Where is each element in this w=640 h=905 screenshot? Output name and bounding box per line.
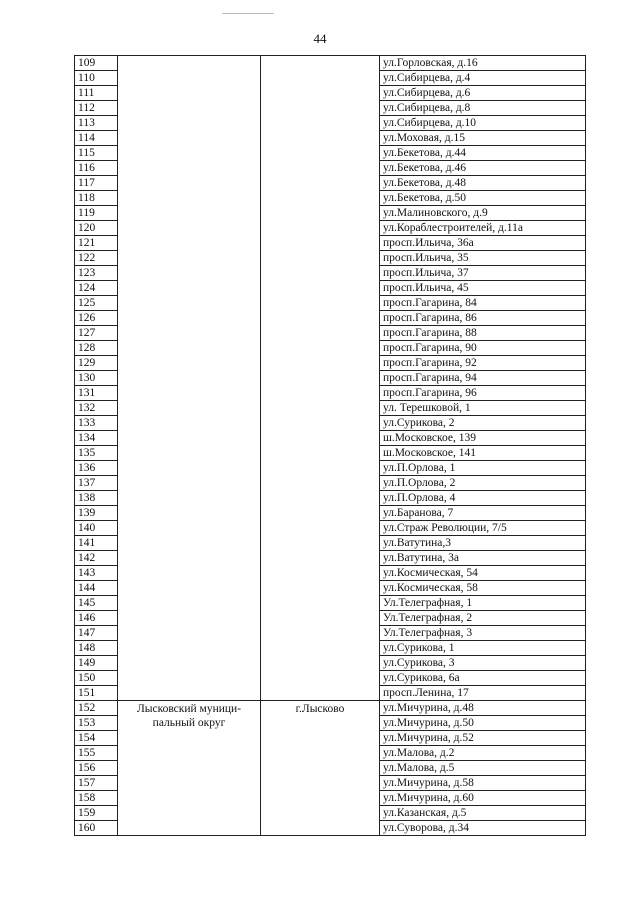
address-cell: ул.Сурикова, 6а [380, 671, 586, 686]
row-number: 133 [75, 416, 118, 431]
town-cell [261, 701, 380, 836]
address-cell: ул.Сурикова, 1 [380, 641, 586, 656]
page-number: 44 [313, 31, 327, 46]
address-cell: просп.Гагарина, 86 [380, 311, 586, 326]
row-number: 157 [75, 776, 118, 791]
address-cell: ул.Мичурина, д.58 [380, 776, 586, 791]
row-number: 151 [75, 686, 118, 701]
row-number: 156 [75, 761, 118, 776]
row-number: 117 [75, 176, 118, 191]
row-number: 122 [75, 251, 118, 266]
row-number: 147 [75, 626, 118, 641]
address-cell: ш.Московское, 139 [380, 431, 586, 446]
address-cell: просп.Гагарина, 84 [380, 296, 586, 311]
row-number: 143 [75, 566, 118, 581]
row-number: 150 [75, 671, 118, 686]
row-number: 111 [75, 86, 118, 101]
row-number: 139 [75, 506, 118, 521]
row-number: 131 [75, 386, 118, 401]
row-number: 129 [75, 356, 118, 371]
address-cell: ул.Мичурина, д.48 [380, 701, 586, 716]
row-number: 148 [75, 641, 118, 656]
scan-artifact-line [222, 13, 274, 14]
row-number: 149 [75, 656, 118, 671]
address-cell: ул.Сибирцева, д.10 [380, 116, 586, 131]
row-number: 118 [75, 191, 118, 206]
address-cell: ул.Мичурина, д.60 [380, 791, 586, 806]
row-number: 119 [75, 206, 118, 221]
address-cell: просп.Гагарина, 92 [380, 356, 586, 371]
row-number: 135 [75, 446, 118, 461]
row-number: 114 [75, 131, 118, 146]
address-cell: ул.Моховая, д.15 [380, 131, 586, 146]
address-cell: ул.Горловская, д.16 [380, 56, 586, 71]
row-number: 146 [75, 611, 118, 626]
address-table-body [75, 56, 586, 836]
address-cell: ул. Терешковой, 1 [380, 401, 586, 416]
address-cell: ул.Ватутина, 3а [380, 551, 586, 566]
row-number: 116 [75, 161, 118, 176]
row-number: 140 [75, 521, 118, 536]
address-cell: ул.П.Орлова, 1 [380, 461, 586, 476]
address-cell: ул.П.Орлова, 2 [380, 476, 586, 491]
row-number: 128 [75, 341, 118, 356]
address-cell: ул.Мичурина, д.52 [380, 731, 586, 746]
district-cell-empty [118, 56, 261, 701]
row-number: 115 [75, 146, 118, 161]
row-number: 137 [75, 476, 118, 491]
row-number: 136 [75, 461, 118, 476]
address-cell: ул.Баранова, 7 [380, 506, 586, 521]
row-number: 112 [75, 101, 118, 116]
address-cell: Ул.Телеграфная, 2 [380, 611, 586, 626]
address-cell: просп.Ильича, 36а [380, 236, 586, 251]
address-cell: ул.Бекетова, д.48 [380, 176, 586, 191]
address-cell: ул.Космическая, 58 [380, 581, 586, 596]
row-number: 138 [75, 491, 118, 506]
address-cell: просп.Гагарина, 90 [380, 341, 586, 356]
row-number: 109 [75, 56, 118, 71]
address-cell: ш.Московское, 141 [380, 446, 586, 461]
row-number: 141 [75, 536, 118, 551]
row-number: 134 [75, 431, 118, 446]
table-row [75, 701, 586, 716]
address-cell: ул.Сурикова, 3 [380, 656, 586, 671]
row-number: 132 [75, 401, 118, 416]
address-cell: просп.Гагарина, 94 [380, 371, 586, 386]
address-cell: ул.Страж Революции, 7/5 [380, 521, 586, 536]
row-number: 153 [75, 716, 118, 731]
address-cell: ул.Космическая, 54 [380, 566, 586, 581]
town-name: г.Лысково [295, 703, 345, 715]
row-number: 113 [75, 116, 118, 131]
row-number: 120 [75, 221, 118, 236]
row-number: 159 [75, 806, 118, 821]
row-number: 110 [75, 71, 118, 86]
address-cell: ул.Малова, д.2 [380, 746, 586, 761]
table-row [75, 56, 586, 71]
address-cell: просп.Ильича, 35 [380, 251, 586, 266]
address-cell: ул.Бекетова, д.50 [380, 191, 586, 206]
row-number: 127 [75, 326, 118, 341]
row-number: 155 [75, 746, 118, 761]
address-cell: просп.Ленина, 17 [380, 686, 586, 701]
address-cell: ул.Мичурина, д.50 [380, 716, 586, 731]
row-number: 126 [75, 311, 118, 326]
address-cell: ул.Бекетова, д.44 [380, 146, 586, 161]
address-cell: ул.Сибирцева, д.6 [380, 86, 586, 101]
address-cell: просп.Ильича, 45 [380, 281, 586, 296]
address-cell: просп.Гагарина, 88 [380, 326, 586, 341]
address-cell: ул.Суворова, д.34 [380, 821, 586, 836]
address-cell: Ул.Телеграфная, 3 [380, 626, 586, 641]
address-cell: ул.Бекетова, д.46 [380, 161, 586, 176]
address-cell: ул.Сибирцева, д.8 [380, 101, 586, 116]
address-cell: ул.Сурикова, 2 [380, 416, 586, 431]
town-cell-empty [261, 56, 380, 701]
row-number: 125 [75, 296, 118, 311]
address-cell: ул.П.Орлова, 4 [380, 491, 586, 506]
row-number: 152 [75, 701, 118, 716]
address-cell: ул.Малиновского, д.9 [380, 206, 586, 221]
row-number: 124 [75, 281, 118, 296]
district-name: Лысковский муници-пальный округ [136, 703, 242, 729]
row-number: 154 [75, 731, 118, 746]
row-number: 160 [75, 821, 118, 836]
district-cell [118, 701, 261, 836]
row-number: 144 [75, 581, 118, 596]
row-number: 145 [75, 596, 118, 611]
address-cell: Ул.Телеграфная, 1 [380, 596, 586, 611]
row-number: 121 [75, 236, 118, 251]
address-cell: просп.Ильича, 37 [380, 266, 586, 281]
row-number: 158 [75, 791, 118, 806]
address-cell: ул.Кораблестроителей, д.11а [380, 221, 586, 236]
row-number: 123 [75, 266, 118, 281]
address-cell: ул.Казанская, д.5 [380, 806, 586, 821]
address-cell: ул.Сибирцева, д.4 [380, 71, 586, 86]
address-cell: ул.Малова, д.5 [380, 761, 586, 776]
address-cell: просп.Гагарина, 96 [380, 386, 586, 401]
row-number: 130 [75, 371, 118, 386]
address-table [74, 55, 586, 836]
address-cell: ул.Ватутина,3 [380, 536, 586, 551]
row-number: 142 [75, 551, 118, 566]
